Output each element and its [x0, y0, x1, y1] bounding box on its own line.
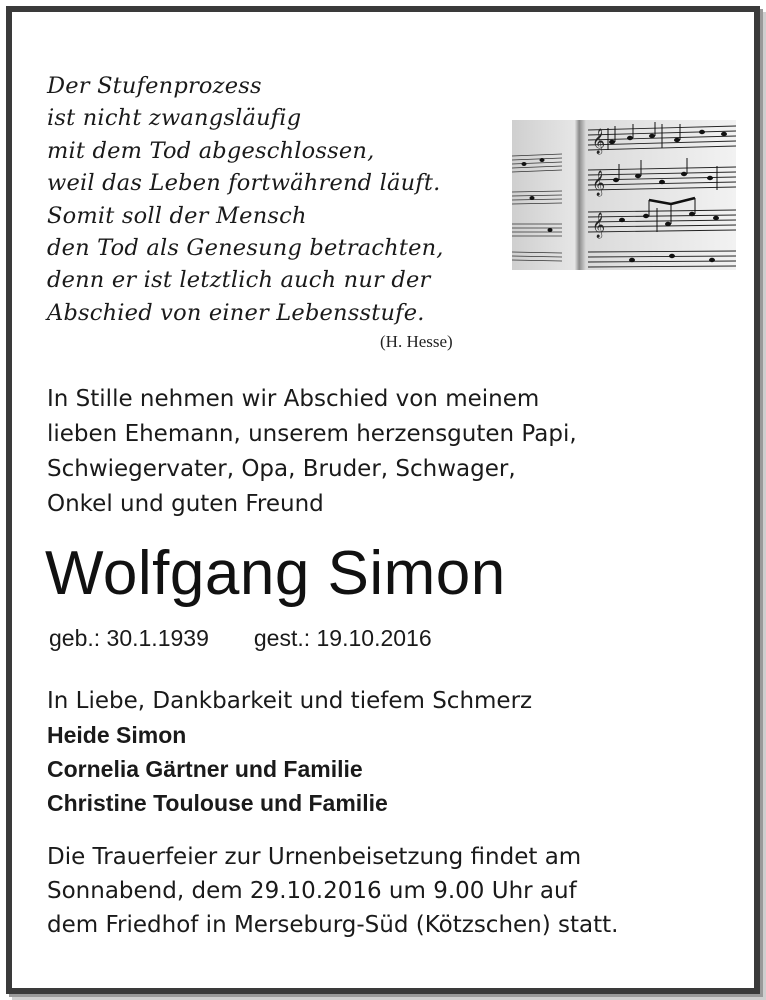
mourners-block	[47, 684, 532, 820]
svg-text:𝄞: 𝄞	[592, 171, 606, 196]
mourners-intro: In Liebe, Dankbarkeit und tiefem Schmerz	[47, 688, 533, 714]
sheet-music-photo	[512, 120, 736, 270]
sheet-music-image	[512, 120, 736, 270]
intro-text: In Stille nehmen wir Abschied von meinem lieben Ehemann, unserem herzensguten Papi, Schwiegervater, Opa, Bruder, Schwager, Onkel und guten Freund	[47, 386, 577, 517]
mourner-name: Christine Toulouse und Familie	[47, 790, 388, 816]
mourner-name: Cornelia Gärtner und Familie	[47, 756, 363, 782]
deceased-name: Wolfgang Simon	[45, 539, 506, 608]
life-dates	[49, 625, 432, 652]
poem-text: Der Stufenprozess ist nicht zwangsläufig mit dem Tod abgeschlossen, weil das Leben fortwährend läuft. Somit soll der Mensch den Tod als Genesung betrachten, denn er ist letztlich auch nur der Abschied von einer Lebensstufe.	[47, 73, 444, 326]
birth-date: geb.: 30.1.1939	[49, 625, 209, 651]
ceremony-info: Die Trauerfeier zur Urnenbeisetzung findet am Sonnabend, dem 29.10.2016 um 9.00 Uhr auf dem Friedhof in Merseburg-Süd (Kötzschen) statt.	[47, 844, 619, 938]
poem-author: (H. Hesse)	[380, 332, 453, 351]
mourner-name: Heide Simon	[47, 722, 187, 748]
death-date: gest.: 19.10.2016	[253, 625, 432, 651]
svg-text:𝄞: 𝄞	[592, 213, 606, 238]
svg-text:𝄞: 𝄞	[592, 129, 606, 154]
